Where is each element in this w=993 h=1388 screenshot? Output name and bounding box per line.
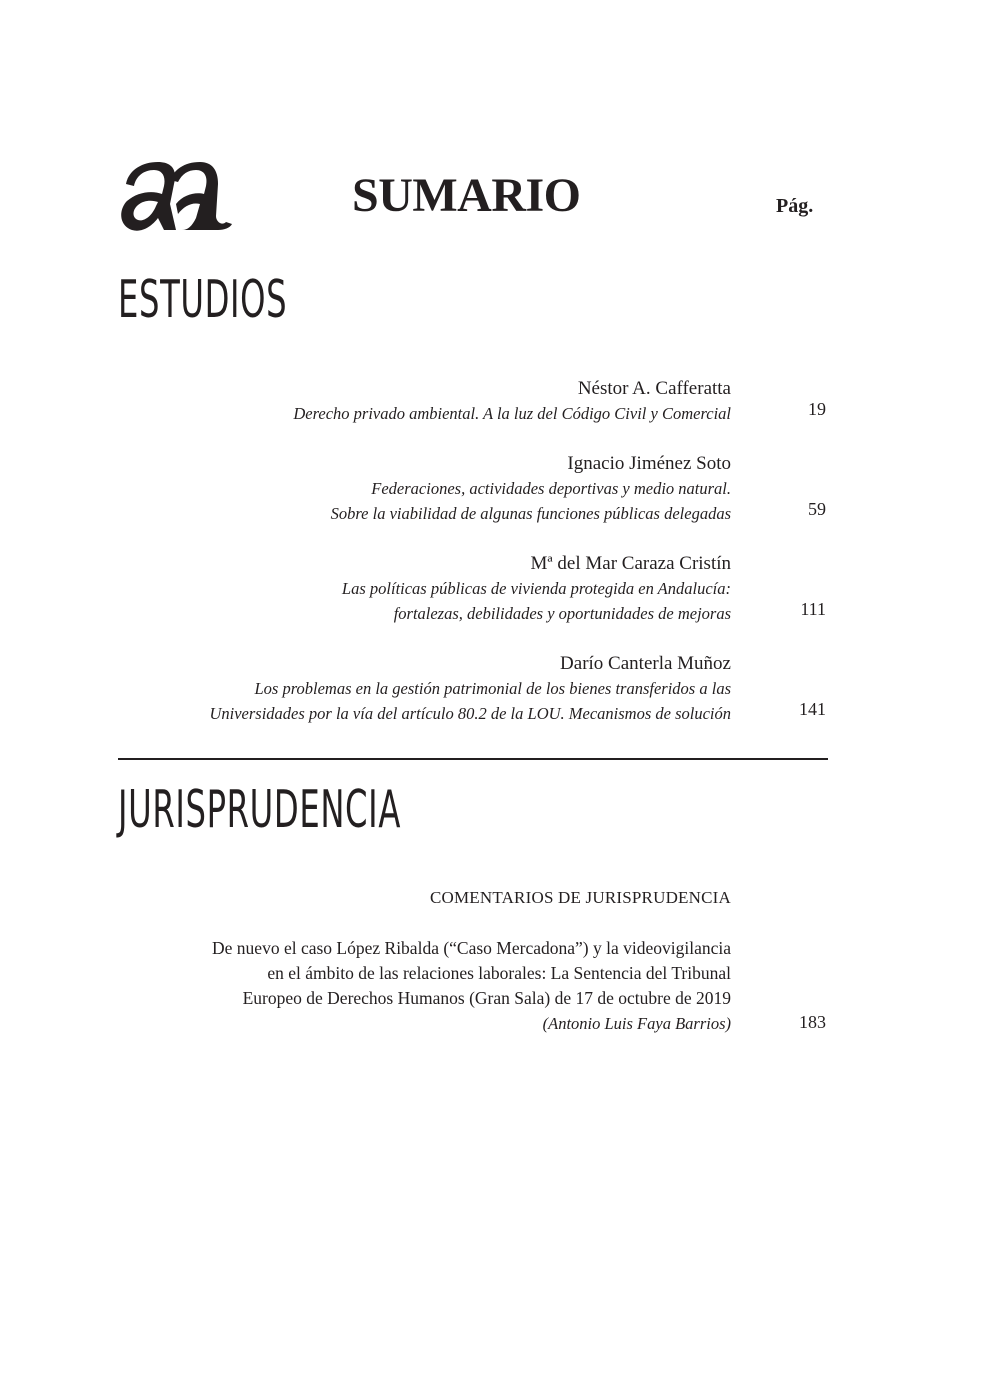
entry-page-number: 111 [800,599,826,619]
entry-title-line: Sobre la viabilidad de algunas funciones públicas delegadas [330,504,731,523]
entry-title-line: fortalezas, debilidades y oportunidades de mejoras [393,604,731,623]
entry-title-line: Federaciones, actividades deportivas y medio natural. [371,479,731,498]
entry-page-number: 19 [808,399,826,419]
page-column-label: Pág. [776,195,814,217]
page-title: SUMARIO [352,169,581,222]
entry-title-line: Los problemas en la gestión patrimonial de los bienes transferidos a las [254,679,731,698]
section-heading-jurisprudencia: JURISPRUDENCIA [118,780,401,840]
section-divider [118,758,828,760]
entry-title-line: Europeo de Derechos Humanos (Gran Sala) de 17 de octubre de 2019 [242,988,731,1008]
entry-title-line: Derecho privado ambiental. A la luz del Código Civil y Comercial [293,404,731,423]
entry-author: Ignacio Jiménez Soto [567,453,731,474]
entry-title-line: De nuevo el caso López Ribalda (“Caso Mercadona”) y la videovigilancia [212,938,731,958]
entry-page-number: 141 [799,699,826,719]
entry-author: (Antonio Luis Faya Barrios) [542,1014,731,1033]
entry-author: Mª del Mar Caraza Cristín [530,553,731,574]
entry-title-line: Las políticas públicas de vivienda protegida en Andalucía: [341,579,731,598]
entry-page-number: 183 [799,1012,826,1032]
toc-entry[interactable] [118,451,828,526]
subsection-heading: COMENTARIOS DE JURISPRUDENCIA [429,888,731,907]
toc-entry[interactable] [118,936,828,1036]
entry-page-number: 59 [808,499,826,519]
entry-author: Néstor A. Cafferatta [577,378,731,399]
double-a-logo-icon [118,160,234,232]
toc-entry[interactable] [118,376,828,426]
toc-entry[interactable] [118,651,828,726]
toc-entry[interactable] [118,551,828,626]
entry-title-line: en el ámbito de las relaciones laborales: La Sentencia del Tribunal [267,963,731,983]
section-heading-estudios: ESTUDIOS [118,270,288,330]
entry-author: Darío Canterla Muñoz [560,653,731,674]
entry-title-line: Universidades por la vía del artículo 80.2 de la LOU. Mecanismos de solución [209,704,731,723]
